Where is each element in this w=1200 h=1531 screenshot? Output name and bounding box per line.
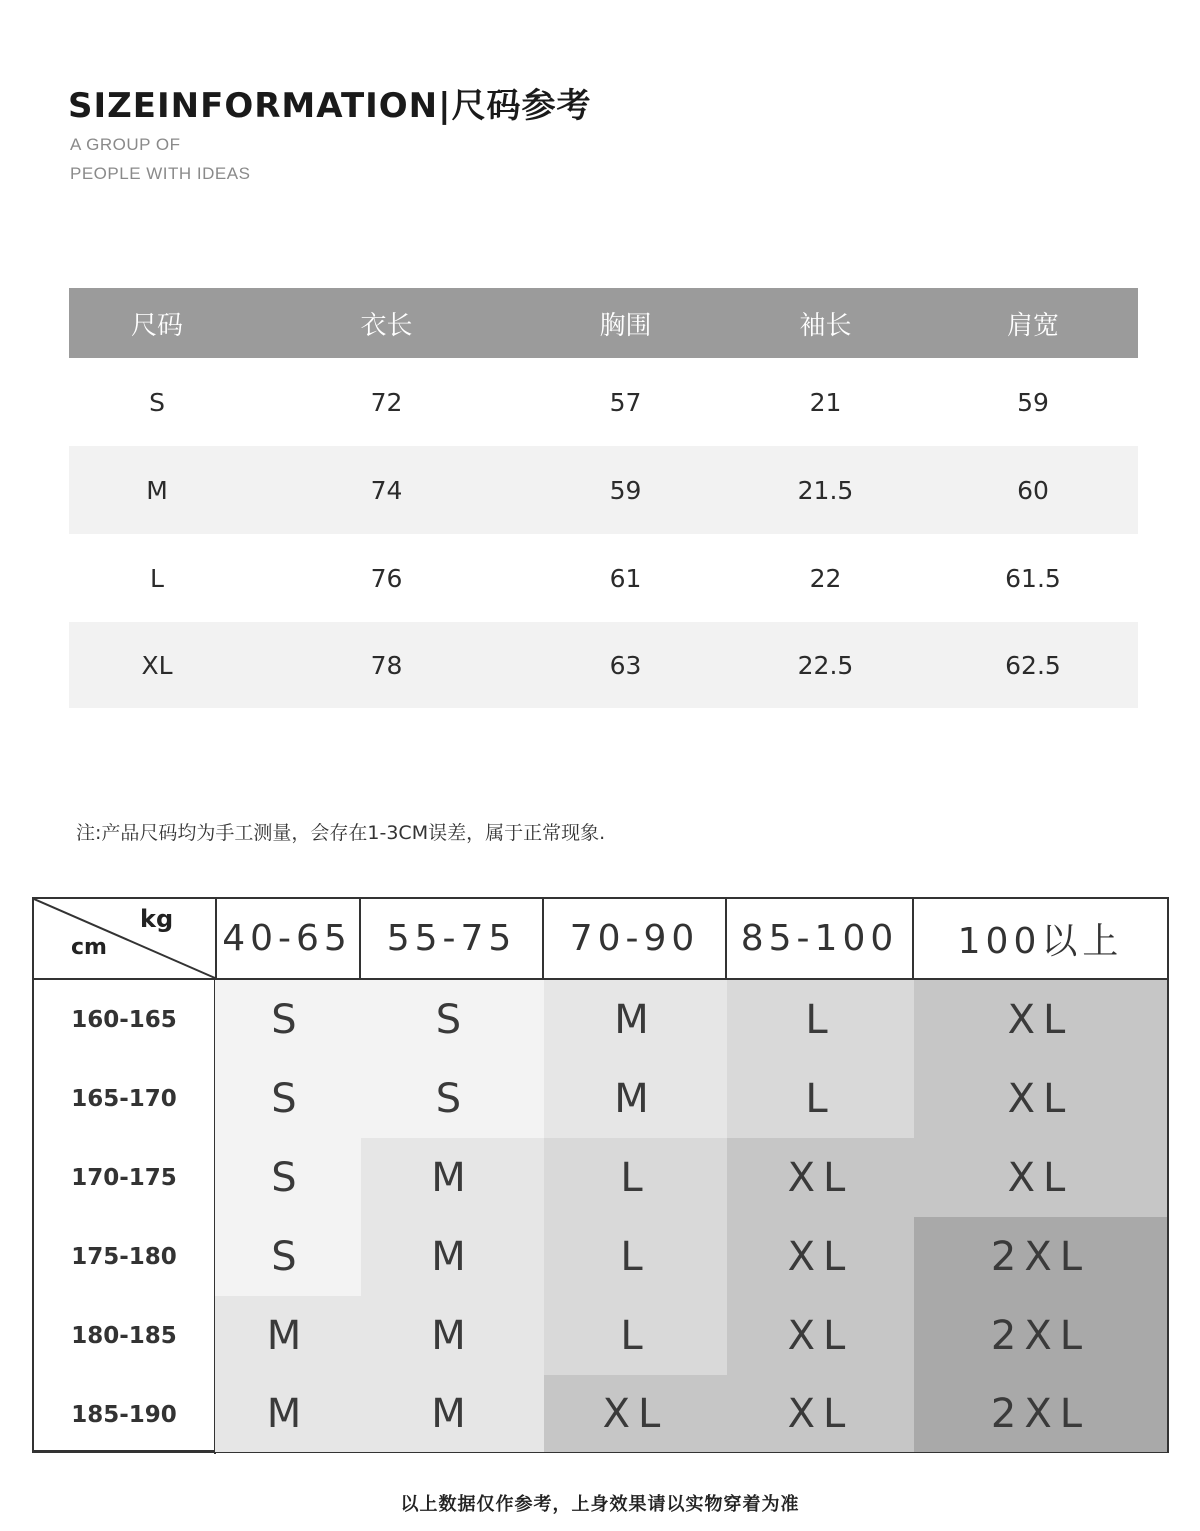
table-cell: 57 [609, 387, 642, 417]
table-row [69, 622, 1138, 708]
height-unit-label: cm [71, 935, 107, 960]
size-cell: 2XL [914, 1375, 1167, 1452]
table-cell: 59 [1017, 387, 1049, 417]
size-cell: L [727, 980, 914, 1059]
weight-unit-label: kg [140, 905, 174, 933]
table-cell: 21 [809, 387, 842, 417]
table-cell: S [149, 387, 165, 417]
table-cell: 22.5 [723, 622, 928, 708]
weight-header: 55-75 [361, 899, 544, 980]
size-cell: S [215, 1059, 361, 1138]
measurement-note: 注:产品尺码均为手工测量，会存在1-3CM误差，属于正常现象. [76, 822, 606, 844]
size-cell: XL [544, 1375, 727, 1452]
table-cell: 59 [528, 446, 723, 534]
height-row-label: 175-180 [34, 1217, 216, 1296]
corner-header [34, 899, 217, 980]
table-cell: 22 [809, 563, 842, 593]
size-cell: M [361, 1217, 544, 1296]
table-cell: 61 [609, 563, 642, 593]
weight-header: 70-90 [544, 899, 727, 980]
table-cell: L [150, 563, 164, 593]
table-cell: 63 [528, 622, 723, 708]
size-cell: S [215, 1138, 361, 1217]
table-cell: XL [69, 622, 245, 708]
size-cell: XL [727, 1375, 914, 1452]
size-cell: S [215, 980, 361, 1059]
size-cell: L [544, 1217, 727, 1296]
size-cell: XL [727, 1217, 914, 1296]
subtitle-line-1: A GROUP OF [70, 135, 181, 154]
size-cell: S [361, 1059, 544, 1138]
size-cell: M [544, 1059, 727, 1138]
size-cell: XL [727, 1138, 914, 1217]
footer-disclaimer: 以上数据仅作参考，上身效果请以实物穿着为准 [400, 1494, 800, 1515]
subtitle-line-2: PEOPLE WITH IDEAS [70, 164, 251, 183]
size-cell: XL [914, 1138, 1167, 1217]
table-cell: M [69, 446, 245, 534]
table-cell: 62.5 [928, 622, 1138, 708]
column-header-sleeve: 袖长 [723, 288, 928, 358]
size-cell: L [544, 1138, 727, 1217]
weight-header: 40-65 [215, 899, 361, 980]
column-header-length: 衣长 [245, 288, 528, 358]
weight-header: 100以上 [914, 899, 1167, 980]
height-row-label: 170-175 [34, 1138, 216, 1217]
height-row-label: 180-185 [34, 1296, 216, 1375]
table-cell: 76 [370, 563, 403, 593]
weight-header: 85-100 [727, 899, 914, 980]
size-cell: S [215, 1217, 361, 1296]
table-cell: 74 [245, 446, 528, 534]
size-cell: M [361, 1296, 544, 1375]
diagonal-divider [34, 899, 217, 980]
size-recommendation-grid [32, 897, 1169, 1453]
size-cell: XL [727, 1296, 914, 1375]
page-title: SIZEINFORMATION|尺码参考 [68, 86, 592, 126]
size-cell: L [727, 1059, 914, 1138]
size-cell: XL [914, 1059, 1167, 1138]
table-row [69, 358, 1138, 446]
height-row-label: 185-190 [34, 1375, 216, 1454]
size-cell: M [215, 1375, 361, 1452]
size-cell: M [361, 1375, 544, 1452]
size-cell: M [361, 1138, 544, 1217]
size-cell: 2XL [914, 1217, 1167, 1296]
size-cell: 2XL [914, 1296, 1167, 1375]
table-cell: 61.5 [1005, 563, 1061, 593]
size-cell: XL [914, 980, 1167, 1059]
size-table [69, 288, 1138, 708]
table-row [69, 446, 1138, 534]
table-cell: 72 [370, 387, 403, 417]
size-cell: M [544, 980, 727, 1059]
size-cell: M [215, 1296, 361, 1375]
table-cell: 21.5 [723, 446, 928, 534]
table-row [69, 534, 1138, 622]
column-header-shoulder: 肩宽 [928, 288, 1138, 358]
table-cell: 60 [928, 446, 1138, 534]
size-cell: S [361, 980, 544, 1059]
size-cell: L [544, 1296, 727, 1375]
height-row-label: 165-170 [34, 1059, 216, 1138]
column-header-chest: 胸围 [528, 288, 723, 358]
column-header-size: 尺码 [69, 288, 245, 358]
table-cell: 78 [245, 622, 528, 708]
height-row-label: 160-165 [34, 980, 216, 1059]
size-table-header [69, 288, 1138, 358]
